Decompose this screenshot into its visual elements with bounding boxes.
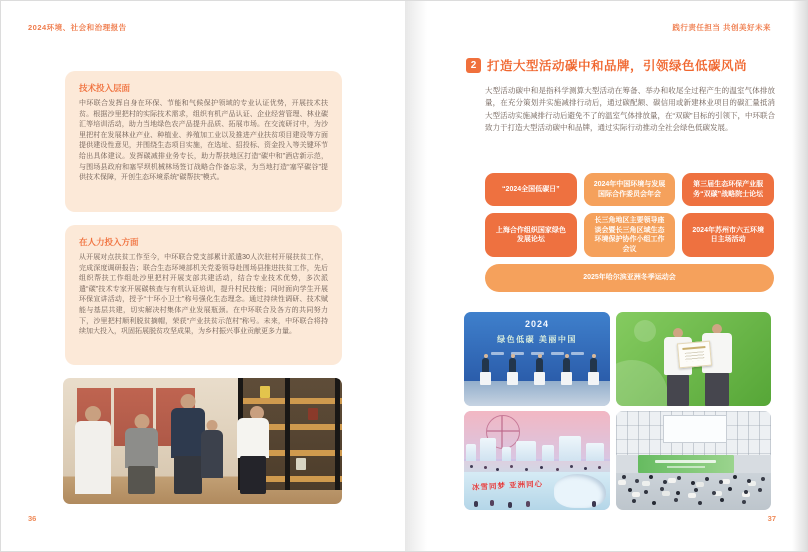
green-event-banner [638,455,734,474]
hall-ceiling [616,411,771,455]
skylight [663,415,727,443]
left-running-header: 2024环境、社会和治理报告 [28,23,127,32]
photo-environment-day-hall [616,411,771,510]
person-gray-polo [125,414,158,494]
photo-certificate-award [616,312,771,406]
decor-circle [634,320,656,342]
photo-harbin-winter-games [464,411,610,510]
section-heading [466,56,747,74]
section-intro-paragraph: 大型活动碳中和是指科学测算大型活动在筹备、举办和收尾全过程产生的温室气体排放量，在充分策划并实施减排行动后，通过碳配额、碳信用或新建林业项目的碳汇量抵消大型活动实施减排行动后避免不了的温室气体排放量，在“双碳”目标的引领下，中环联合致力于打造大型活动碳中和品牌，通过实际行动推动全社会绿色低碳发展。 [485,86,775,132]
event-tag: 2025年哈尔滨亚洲冬季运动会 [485,264,774,292]
stage-year-text: 2024 [524,319,550,329]
callout-body: 从开展对点扶贫工作至今，中环联合党支部累计派遣30人次驻村开展扶贫工作，完成深度调研报告；联合生态环境部机关党委领导赴围场县推进扶贫工作，先后组织帮扶工作组赴沙里把村开展支部共建活动，结合专业技术优势，多次派遣“碳”技术专家开展碳核查与有机认证培训，提升村民技能；同时面向学生开展环保宣讲活动，授予“十环小卫士”称号强化生态理念。通过持续性调研、技术赋能与基层共建，切实解决村集体产业发展瓶颈。在中环联合及各方的共同努力下，沙里把村顺利脱贫摘帽，荣获“产业扶贫示范村”称号。未来，中环联合将持续加大投入，巩固拓展脱贫攻坚成果，为乡村振兴事业贡献更多力量。 [79,254,328,336]
event-tag: 上海合作组织国家绿色发展论坛 [485,213,577,257]
photo-village-visit [63,378,342,504]
event-tag: 2024年苏州市六五环境日主场活动 [682,213,774,257]
product-box [308,408,318,420]
event-tag: 2024年中国环境与发展国际合作委员会年会 [584,173,676,206]
audience-crowd [616,473,771,510]
callout-title: 在人力投入方面 [79,237,139,247]
decor-circle [616,360,668,406]
event-tag: “2024全国低碳日” [485,173,577,206]
foreground-visitors [474,501,478,507]
callout-technical-investment [65,71,342,212]
person-background [201,420,223,478]
book-spine-shadow [405,1,427,552]
harbin-slogan-text: 冰雪同梦 亚洲同心 [471,479,544,493]
photo-low-carbon-day-stage [464,312,610,406]
person-white-polo [75,406,111,494]
section-title: 打造大型活动碳中和品牌，引领绿色低碳风尚 [487,59,748,73]
shelf-post [335,378,340,490]
ice-sculpture [554,474,606,508]
shelf-post [285,378,290,490]
page-edge-shadow [792,1,807,552]
ice-foreground [464,472,610,510]
stage-slogan-text: 绿色低碳 美丽中国 [497,335,577,344]
section-number-badge: 2 [466,58,481,73]
right-running-header: 践行责任担当 共创美好未来 [672,23,771,32]
page-number-left: 36 [28,514,37,523]
event-tag-grid [485,173,774,292]
callout-body: 中环联合发挥自身在环保、节能和气候保护领域的专业认证优势，开展技术扶贫。根据沙里把村的实际技术需求，组织有机产品认证、企业经营管理、林业碳汇等培训活动，助力当地绿色农产品提升品质、拓展市场。在交流研讨中，为沙里把村在发展林业产业、种植业、养殖加工业以及推进产业扶贫项目建设等方面提供建设性意见，并围绕生态项目实施，在选址、招投标、资金投入等关键环节给出具体建议。发挥碳减排业务专长，助力帮扶地区打造“碳中和”酒店新示范，与围场县政府和塞罕坝机械林场签订战略合作备忘录，为当地打造“塞罕碳谷”提供技术保障，开创生态环境系统“碳帮扶”模式。 [79,100,328,182]
product-box [296,458,306,470]
callout-human-investment [65,225,342,365]
person-navy-shirt [171,394,205,494]
event-tag: 第三届生态环保产业服务“双碳”战略院士论坛 [682,173,774,206]
product-box [260,386,270,398]
page-number-right: 37 [767,514,776,523]
certificate [677,341,712,369]
person-white-shirt-bowed [237,402,269,494]
callout-title: 技术投入层面 [79,83,131,93]
ice-castle-skyline [464,441,610,463]
event-tag: 长三角地区主要领导座谈会暨长三角区域生态环境保护协作小组工作会议 [584,213,676,257]
